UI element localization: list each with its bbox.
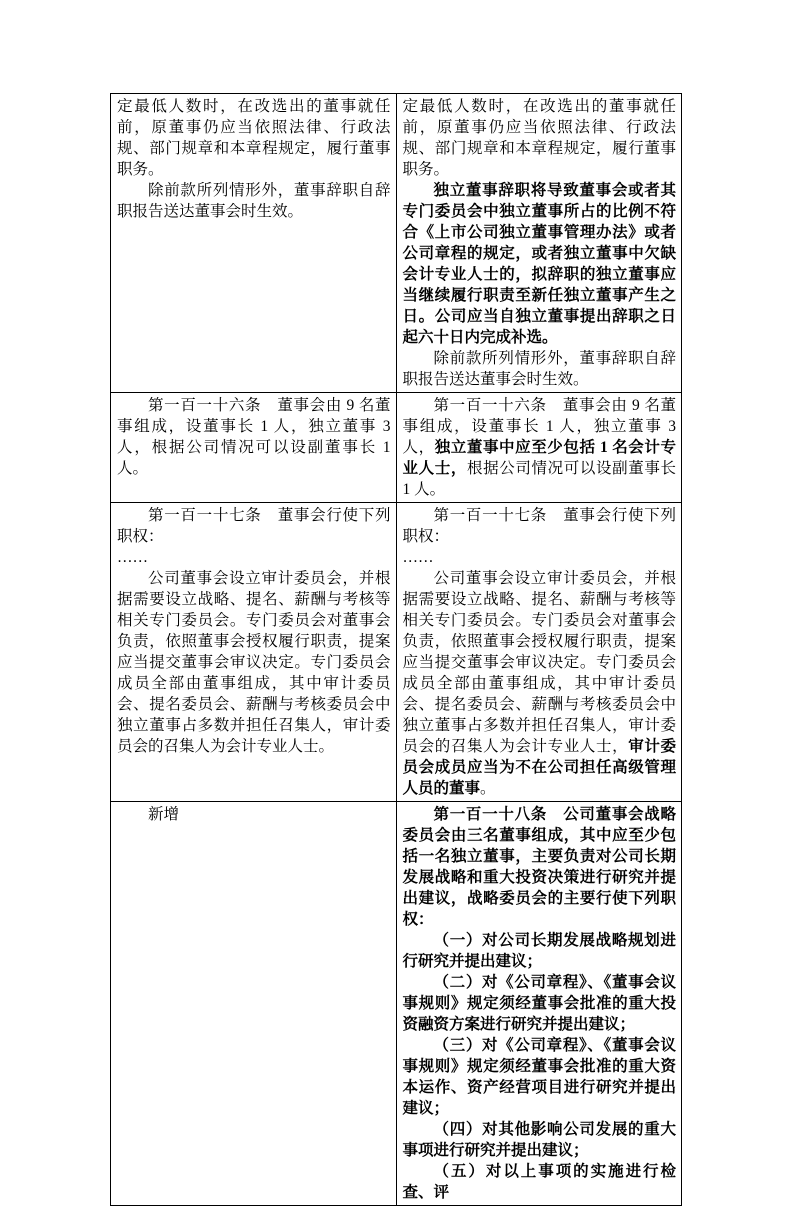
cell-original (111, 503, 397, 802)
comparison-table-body (111, 94, 682, 1206)
table-row (111, 503, 682, 802)
paragraph (403, 1161, 677, 1203)
amended-text-run: 独立董事中应至少包括 1 名会计专业人士， (402, 439, 676, 477)
text-run: 除前款所列情形外，董事辞职自辞职报告送达董事会时生效。 (402, 350, 676, 388)
text-run: 公司董事会设立审计委员会，并根据需要设立战略、提名、薪酬与考核等相关专门委员会。专门委员会对董事会负责，依照董事会授权履行职责，提案应当提交董事会审议决定。专门委员会成员全部由董事组成，其中审计委员会、提名委员会、薪酬与考核委员会中独立董事占多数并担任召集人，审计委员会的召集人为会计专业人士， (402, 570, 676, 755)
text-run: 。 (480, 780, 496, 797)
table-row (111, 393, 682, 503)
paragraph (117, 96, 391, 180)
cell-original (111, 393, 397, 503)
table-row (111, 802, 682, 1206)
cell-amended (396, 503, 682, 802)
amended-text-run: 独立董事辞职将导致董事会或者其专门委员会中独立董事所占的比例不符合《上市公司独立董事管理办法》或者公司章程的规定，或者独立董事中欠缺会计专业人士的，拟辞职的独立董事应当继续履行职责至新任独立董事产生之日。公司应当自独立董事提出辞职之日起六十日内完成补选。 (402, 182, 676, 346)
amended-text-run: （一）对公司长期发展战略规划进行研究并提出建议； (402, 932, 676, 970)
text-run: …… (117, 549, 148, 566)
cell-amended (396, 94, 682, 393)
amended-text-run: 第一百一十八条 公司董事会战略委员会由三名董事组成，其中应至少包括一名独立董事，主要负责对公司长期发展战略和重大投资决策进行研究并提出建议，战略委员会的主要行使下列职权： (402, 806, 676, 928)
text-run: 第一百一十六条 董事会由 9 名董事组成，设董事长 1 人，独立董事 3 人， (402, 397, 676, 456)
paragraph (403, 395, 677, 500)
paragraph (117, 395, 391, 479)
paragraph (117, 568, 391, 757)
paragraph (403, 180, 677, 348)
text-run: 根据公司情况可以设副董事长 1 人。 (402, 460, 676, 498)
paragraph (403, 505, 677, 547)
text-run: 公司董事会设立审计委员会，并根据需要设立战略、提名、薪酬与考核等相关专门委员会。专门委员会对董事会负责，依照董事会授权履行职责，提案应当提交董事会审议决定。专门委员会成员全部由董事组成，其中审计委员会、提名委员会、薪酬与考核委员会中独立董事占多数并担任召集人，审计委员会的召集人为会计专业人士。 (117, 570, 391, 755)
paragraph (117, 804, 391, 825)
text-run: …… (402, 549, 434, 566)
paragraph (403, 1119, 677, 1161)
text-run: 定最低人数时，在改选出的董事就任前，原董事仍应当依照法律、行政法规、部门规章和本章程规定，履行董事职务。 (402, 98, 676, 178)
text-run: 第一百一十七条 董事会行使下列职权： (117, 507, 391, 545)
paragraph (117, 547, 391, 568)
amended-text-run: （三）对《公司章程》、《董事会议事规则》规定须经董事会批准的重大资本运作、资产经营项目进行研究并提出建议； (402, 1037, 676, 1117)
comparison-table (110, 93, 682, 1206)
amended-text-run: 审计委员会成员应当为不在公司担任高级管理人员的董事 (402, 738, 676, 797)
paragraph (117, 180, 391, 222)
text-run: 第一百一十六条 董事会由 9 名董事组成，设董事长 1 人，独立董事 3 人，根据公司情况可以设副董事长 1 人。 (117, 397, 391, 477)
paragraph (403, 930, 677, 972)
amended-text-run: （四）对其他影响公司发展的重大事项进行研究并提出建议； (402, 1121, 676, 1159)
cell-original (111, 802, 397, 1206)
cell-amended (396, 802, 682, 1206)
paragraph (403, 96, 677, 180)
amended-text-run: （二）对《公司章程》、《董事会议事规则》规定须经董事会批准的重大投资融资方案进行研究并提出建议； (402, 974, 676, 1033)
text-run: 新增 (148, 806, 180, 823)
text-run: 除前款所列情形外，董事辞职自辞职报告送达董事会时生效。 (117, 182, 391, 220)
cell-amended (396, 393, 682, 503)
paragraph (403, 568, 677, 799)
amended-text-run: （五）对以上事项的实施进行检查、评 (402, 1163, 676, 1201)
paragraph (403, 972, 677, 1035)
paragraph (403, 804, 677, 930)
paragraph (403, 1035, 677, 1119)
paragraph (403, 547, 677, 568)
cell-original (111, 94, 397, 393)
paragraph (117, 505, 391, 547)
paragraph (403, 348, 677, 390)
table-row (111, 94, 682, 393)
text-run: 第一百一十七条 董事会行使下列职权： (402, 507, 676, 545)
text-run: 定最低人数时，在改选出的董事就任前，原董事仍应当依照法律、行政法规、部门规章和本章程规定，履行董事职务。 (117, 98, 391, 178)
